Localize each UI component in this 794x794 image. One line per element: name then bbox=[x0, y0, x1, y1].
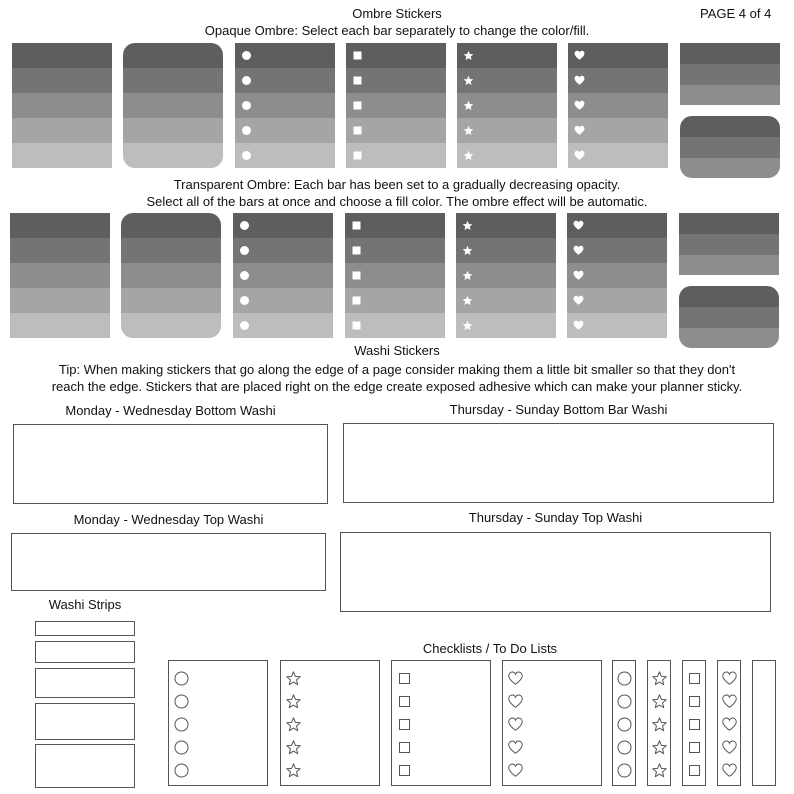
square-outline-icon bbox=[687, 740, 702, 755]
circle-outline-icon bbox=[617, 694, 632, 709]
circle-outline-icon bbox=[617, 717, 632, 732]
ombre-bar[interactable] bbox=[679, 307, 779, 328]
square-outline-icon bbox=[687, 763, 702, 778]
ombre-bar[interactable] bbox=[12, 143, 112, 168]
star-icon bbox=[462, 320, 473, 331]
heart-icon bbox=[573, 245, 584, 256]
mini-checklist-blank[interactable] bbox=[752, 660, 776, 786]
opaque-ombre-square[interactable] bbox=[12, 43, 112, 168]
square-icon bbox=[352, 75, 363, 86]
ombre-bar[interactable] bbox=[10, 313, 110, 338]
opaque-ombre-small-square[interactable] bbox=[680, 43, 780, 105]
square-outline-icon bbox=[397, 717, 412, 732]
ombre-bar[interactable] bbox=[679, 286, 779, 307]
opaque-ombre-rounded[interactable] bbox=[123, 43, 223, 168]
mini-checklist-square[interactable] bbox=[682, 660, 706, 786]
circle-outline-icon bbox=[174, 717, 189, 732]
washi-tip-line-1: Tip: When making stickers that go along the edge of a page consider making them a little bit smaller so that they don't bbox=[58, 362, 736, 377]
checklist-star[interactable] bbox=[280, 660, 380, 786]
star-outline-icon bbox=[652, 740, 667, 755]
ombre-bar[interactable] bbox=[10, 213, 110, 238]
washi-strip[interactable] bbox=[35, 641, 135, 663]
circle-icon bbox=[241, 150, 252, 161]
washi-strip[interactable] bbox=[35, 668, 135, 698]
square-outline-icon bbox=[687, 694, 702, 709]
star-outline-icon bbox=[652, 763, 667, 778]
circle-icon bbox=[239, 295, 250, 306]
opaque-ombre-star-list[interactable] bbox=[457, 43, 557, 168]
square-icon bbox=[352, 100, 363, 111]
transparent-ombre-line-1: Transparent Ombre: Each bar has been set to a gradually decreasing opacity. bbox=[173, 177, 621, 192]
star-icon bbox=[463, 100, 474, 111]
page-number: PAGE 4 of 4 bbox=[700, 6, 772, 21]
ombre-bar[interactable] bbox=[121, 213, 221, 238]
square-outline-icon bbox=[687, 671, 702, 686]
ombre-bar[interactable] bbox=[123, 68, 223, 93]
circle-outline-icon bbox=[617, 740, 632, 755]
star-outline-icon bbox=[652, 717, 667, 732]
ombre-bar[interactable] bbox=[12, 118, 112, 143]
circle-icon bbox=[241, 75, 252, 86]
star-icon bbox=[463, 125, 474, 136]
star-outline-icon bbox=[652, 671, 667, 686]
opaque-ombre-circle-list[interactable] bbox=[235, 43, 335, 168]
opaque-ombre-small-rounded[interactable] bbox=[680, 116, 780, 178]
square-outline-icon bbox=[397, 671, 412, 686]
circle-outline-icon bbox=[174, 763, 189, 778]
heart-icon bbox=[573, 270, 584, 281]
transparent-ombre-small-square[interactable] bbox=[679, 213, 779, 275]
heart-outline-icon bbox=[508, 763, 523, 778]
checklist-circle[interactable] bbox=[168, 660, 268, 786]
square-icon bbox=[352, 50, 363, 61]
transparent-ombre-rounded[interactable] bbox=[121, 213, 221, 338]
ombre-bar[interactable] bbox=[10, 263, 110, 288]
washi-strip[interactable] bbox=[35, 703, 135, 740]
mon-wed-bottom-washi-box[interactable] bbox=[13, 424, 328, 504]
star-outline-icon bbox=[286, 694, 301, 709]
heart-icon bbox=[574, 150, 585, 161]
square-icon bbox=[351, 295, 362, 306]
square-icon bbox=[352, 125, 363, 136]
ombre-bar[interactable] bbox=[679, 255, 779, 275]
star-outline-icon bbox=[286, 763, 301, 778]
ombre-bar[interactable] bbox=[121, 263, 221, 288]
square-icon bbox=[352, 150, 363, 161]
thu-sun-bottom-washi-box[interactable] bbox=[343, 423, 774, 503]
checklist-square[interactable] bbox=[391, 660, 491, 786]
square-outline-icon bbox=[397, 740, 412, 755]
opaque-ombre-square-list[interactable] bbox=[346, 43, 446, 168]
square-icon bbox=[351, 270, 362, 281]
heart-outline-icon bbox=[722, 694, 737, 709]
star-icon bbox=[463, 150, 474, 161]
heart-outline-icon bbox=[508, 671, 523, 686]
thu-sun-bottom-washi-label: Thursday - Sunday Bottom Bar Washi bbox=[449, 402, 668, 417]
square-icon bbox=[351, 220, 362, 231]
checklists-label: Checklists / To Do Lists bbox=[422, 641, 558, 656]
heart-outline-icon bbox=[508, 740, 523, 755]
star-outline-icon bbox=[286, 671, 301, 686]
transparent-ombre-line-2: Select all of the bars at once and choose a fill color. The ombre effect will be automatic. bbox=[146, 194, 648, 209]
transparent-ombre-circle-list[interactable] bbox=[233, 213, 333, 338]
circle-icon bbox=[241, 50, 252, 61]
heart-outline-icon bbox=[722, 717, 737, 732]
square-outline-icon bbox=[687, 717, 702, 732]
heart-icon bbox=[574, 100, 585, 111]
washi-stickers-title: Washi Stickers bbox=[354, 343, 440, 358]
mon-wed-top-washi-label: Monday - Wednesday Top Washi bbox=[73, 512, 264, 527]
heart-outline-icon bbox=[508, 717, 523, 732]
transparent-ombre-square-list[interactable] bbox=[345, 213, 445, 338]
star-icon bbox=[462, 295, 473, 306]
circle-icon bbox=[241, 100, 252, 111]
star-icon bbox=[462, 270, 473, 281]
transparent-ombre-star-list[interactable] bbox=[456, 213, 556, 338]
square-icon bbox=[351, 320, 362, 331]
ombre-bar[interactable] bbox=[123, 43, 223, 68]
mini-checklist-heart[interactable] bbox=[717, 660, 741, 786]
star-icon bbox=[462, 220, 473, 231]
ombre-stickers-title: Ombre Stickers bbox=[352, 6, 442, 21]
star-icon bbox=[463, 50, 474, 61]
star-outline-icon bbox=[286, 717, 301, 732]
ombre-bar[interactable] bbox=[123, 118, 223, 143]
heart-icon bbox=[573, 295, 584, 306]
circle-icon bbox=[239, 270, 250, 281]
ombre-bar[interactable] bbox=[10, 238, 110, 263]
washi-strip[interactable] bbox=[35, 621, 135, 636]
ombre-bar[interactable] bbox=[10, 288, 110, 313]
ombre-bar[interactable] bbox=[679, 213, 779, 234]
washi-strips-label: Washi Strips bbox=[48, 597, 122, 612]
circle-outline-icon bbox=[174, 740, 189, 755]
heart-icon bbox=[573, 220, 584, 231]
ombre-bar[interactable] bbox=[680, 64, 780, 85]
heart-outline-icon bbox=[722, 740, 737, 755]
mon-wed-bottom-washi-label: Monday - Wednesday Bottom Washi bbox=[65, 403, 276, 418]
star-icon bbox=[462, 245, 473, 256]
circle-outline-icon bbox=[617, 671, 632, 686]
ombre-bar[interactable] bbox=[680, 137, 780, 158]
circle-outline-icon bbox=[174, 671, 189, 686]
ombre-bar[interactable] bbox=[680, 85, 780, 105]
ombre-bar[interactable] bbox=[121, 238, 221, 263]
star-outline-icon bbox=[286, 740, 301, 755]
opaque-ombre-instruction: Opaque Ombre: Select each bar separately to change the color/fill. bbox=[204, 23, 590, 38]
ombre-bar[interactable] bbox=[121, 313, 221, 338]
mini-checklist-circle[interactable] bbox=[612, 660, 636, 786]
heart-icon bbox=[574, 75, 585, 86]
heart-outline-icon bbox=[722, 763, 737, 778]
washi-tip-line-2: reach the edge. Stickers that are placed right on the edge create exposed adhesive which can make your planner sticky. bbox=[51, 379, 743, 394]
circle-icon bbox=[241, 125, 252, 136]
mini-checklist-star[interactable] bbox=[647, 660, 671, 786]
ombre-bar[interactable] bbox=[12, 43, 112, 68]
ombre-bar[interactable] bbox=[680, 43, 780, 64]
thu-sun-top-washi-label: Thursday - Sunday Top Washi bbox=[468, 510, 643, 525]
ombre-bar[interactable] bbox=[12, 68, 112, 93]
circle-icon bbox=[239, 220, 250, 231]
ombre-bar[interactable] bbox=[123, 93, 223, 118]
thu-sun-top-washi-box[interactable] bbox=[340, 532, 771, 612]
opaque-ombre-heart-list[interactable] bbox=[568, 43, 668, 168]
ombre-bar[interactable] bbox=[123, 143, 223, 168]
transparent-ombre-square[interactable] bbox=[10, 213, 110, 338]
circle-icon bbox=[239, 320, 250, 331]
transparent-ombre-small-rounded[interactable] bbox=[679, 286, 779, 348]
circle-outline-icon bbox=[617, 763, 632, 778]
mon-wed-top-washi-box[interactable] bbox=[11, 533, 326, 591]
ombre-bar[interactable] bbox=[679, 234, 779, 255]
heart-outline-icon bbox=[722, 671, 737, 686]
heart-icon bbox=[574, 50, 585, 61]
square-outline-icon bbox=[397, 763, 412, 778]
ombre-bar[interactable] bbox=[12, 93, 112, 118]
square-icon bbox=[351, 245, 362, 256]
circle-outline-icon bbox=[174, 694, 189, 709]
circle-icon bbox=[239, 245, 250, 256]
ombre-bar[interactable] bbox=[121, 288, 221, 313]
square-outline-icon bbox=[397, 694, 412, 709]
star-outline-icon bbox=[652, 694, 667, 709]
ombre-bar[interactable] bbox=[680, 116, 780, 137]
heart-outline-icon bbox=[508, 694, 523, 709]
checklist-heart[interactable] bbox=[502, 660, 602, 786]
star-icon bbox=[463, 75, 474, 86]
transparent-ombre-heart-list[interactable] bbox=[567, 213, 667, 338]
washi-strip[interactable] bbox=[35, 744, 135, 788]
heart-icon bbox=[574, 125, 585, 136]
ombre-bar[interactable] bbox=[680, 158, 780, 178]
heart-icon bbox=[573, 320, 584, 331]
